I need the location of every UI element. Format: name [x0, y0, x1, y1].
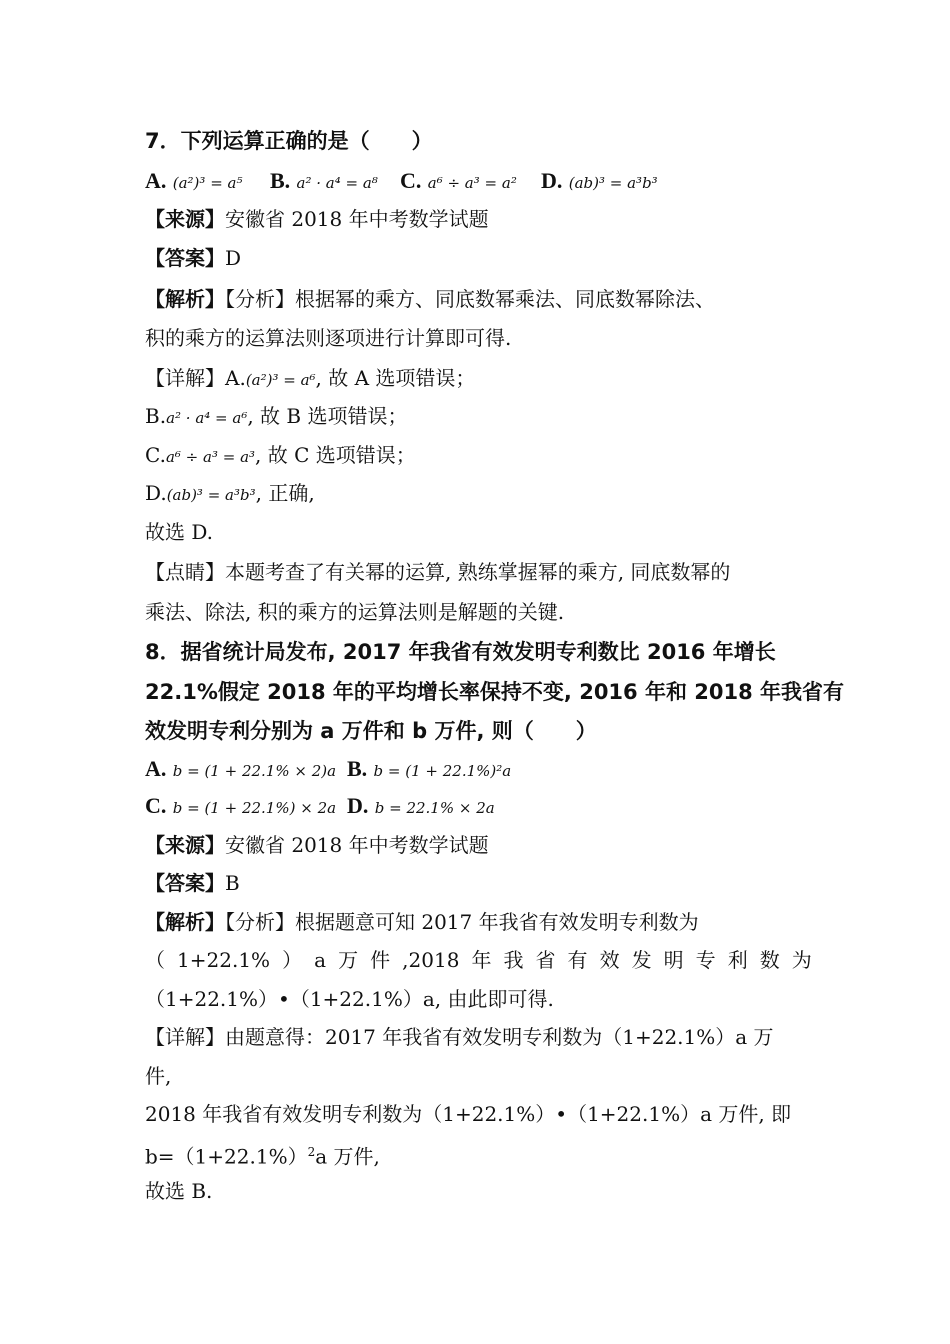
detail-prefix: 【详解】A.: [145, 366, 246, 390]
q7-comment-line-1: 【点睛】本题考查了有关幂的运算, 熟练掌握幂的乘方, 同底数幂的: [145, 560, 731, 584]
q8-detail-line-3: 2018 年我省有效发明专利数为（1+22.1%）•（1+22.1%）a 万件, 即: [145, 1102, 792, 1126]
q8-detail-line-4: [145, 1137, 812, 1172]
q8-detail-line-2: 件,: [145, 1064, 172, 1088]
q7-option-a: [145, 168, 242, 194]
q8-answer: [145, 868, 812, 898]
answer-tag: 【答案】: [145, 246, 225, 270]
q8-option-a: [145, 756, 336, 782]
analysis-word: 年: [471, 948, 492, 972]
detail-expression: (ab)³ = a³b³: [166, 486, 256, 504]
q8-detail-line-1: 【详解】由题意得：2017 年我省有效发明专利数为（1+22.1%）a 万: [145, 1025, 774, 1049]
q7-conclusion: 故选 D.: [145, 520, 214, 544]
analysis-word: 发: [631, 948, 652, 972]
source-text: 安徽省 2018 年中考数学试题: [225, 833, 489, 857]
analysis-word: 明: [663, 948, 684, 972]
analysis-word: 万: [338, 948, 359, 972]
option-letter: D.: [347, 793, 369, 818]
q7-detail-line-2: [145, 401, 812, 433]
answer-tag: 【答案】: [145, 871, 225, 895]
option-letter: C.: [400, 168, 422, 193]
option-expression: a⁶ ÷ a³ = a²: [427, 174, 517, 192]
source-tag: 【来源】: [145, 207, 225, 231]
question-8-title-line-1: 8．据省统计局发布, 2017 年我省有效发明专利数比 2016 年增长: [145, 640, 776, 664]
q8-source: [145, 830, 812, 860]
option-expression: b = (1 + 22.1% × 2)a: [172, 762, 337, 780]
option-letter: A.: [145, 168, 167, 193]
detail-prefix: C.: [145, 443, 166, 467]
source-tag: 【来源】: [145, 833, 225, 857]
q7-comment-line-2: 乘法、除法, 积的乘方的运算法则是解题的关键.: [145, 600, 565, 624]
q8-option-d: [347, 793, 495, 819]
q7-detail-line-4: [145, 478, 812, 510]
detail-expression: (a²)³ = a⁶: [245, 371, 316, 389]
detail-suffix: , 正确,: [255, 481, 315, 505]
analysis-word: 有: [567, 948, 588, 972]
analysis-word: 为: [791, 948, 812, 972]
option-letter: B.: [270, 168, 291, 193]
analysis-tag: 【解析】: [145, 287, 225, 311]
option-expression: b = (1 + 22.1%) × 2a: [172, 799, 337, 817]
q7-analysis-line-2: 积的乘方的运算法则逐项进行计算即可得.: [145, 326, 512, 350]
option-letter: D.: [541, 168, 563, 193]
detail-superscript: 2: [307, 1145, 316, 1159]
analysis-word: ,2018: [402, 948, 460, 972]
analysis-word: a: [314, 948, 327, 972]
analysis-word: 省: [535, 948, 556, 972]
analysis-word: 件: [370, 948, 391, 972]
detail-expression: a² · a⁴ = a⁶: [166, 409, 248, 427]
detail-suffix: , 故 A 选项错误；: [315, 366, 476, 390]
analysis-word: 专: [695, 948, 716, 972]
q8-analysis-line-1: [145, 907, 812, 937]
q8-analysis-line-2: [145, 945, 812, 975]
answer-text: B: [225, 871, 240, 895]
q7-analysis-line-1: [145, 284, 812, 314]
q7-option-c: [400, 168, 517, 194]
analysis-word: ）: [282, 948, 303, 972]
analysis-tag: 【解析】: [145, 910, 225, 934]
detail-prefix: b=（1+22.1%）: [145, 1144, 308, 1169]
q7-detail-line-1: [145, 363, 812, 395]
q7-option-d: [541, 168, 658, 194]
q8-analysis-line-3: （1+22.1%）•（1+22.1%）a, 由此即可得.: [145, 987, 554, 1011]
detail-suffix: a 万件,: [315, 1144, 380, 1169]
q7-source: [145, 204, 812, 234]
question-7-title: 7．下列运算正确的是（ ）: [145, 129, 433, 153]
analysis-word: 1+22.1%: [177, 948, 271, 972]
q7-answer: [145, 243, 812, 273]
detail-prefix: D.: [145, 481, 167, 505]
source-text: 安徽省 2018 年中考数学试题: [225, 207, 489, 231]
analysis-word: 效: [599, 948, 620, 972]
analysis-text: 【分析】根据幂的乘方、同底数幂乘法、同底数幂除法、: [225, 287, 715, 311]
option-expression: (ab)³ = a³b³: [568, 174, 658, 192]
q7-option-b: [270, 168, 378, 194]
question-8-title-line-2: 22.1%假定 2018 年的平均增长率保持不变, 2016 年和 2018 年我省有: [145, 680, 845, 704]
detail-suffix: , 故 C 选项错误；: [255, 443, 416, 467]
q8-option-b: [347, 756, 511, 782]
analysis-word: 利: [727, 948, 748, 972]
analysis-text: 【分析】根据题意可知 2017 年我省有效发明专利数为: [225, 910, 699, 934]
option-letter: B.: [347, 756, 368, 781]
analysis-word: 数: [759, 948, 780, 972]
analysis-word: （: [145, 948, 165, 972]
answer-text: D: [225, 246, 242, 270]
detail-suffix: , 故 B 选项错误；: [247, 404, 408, 428]
q8-conclusion: 故选 B.: [145, 1179, 213, 1203]
detail-prefix: B.: [145, 404, 167, 428]
q7-detail-line-3: [145, 440, 812, 472]
option-expression: b = (1 + 22.1%)²a: [373, 762, 512, 780]
analysis-word: 我: [503, 948, 524, 972]
question-8-title-line-3: 效发明专利分别为 a 万件和 b 万件, 则（ ）: [145, 719, 597, 743]
option-expression: b = 22.1% × 2a: [374, 799, 495, 817]
option-expression: a² · a⁴ = a⁸: [296, 174, 378, 192]
q8-option-c: [145, 793, 336, 819]
option-letter: A.: [145, 756, 167, 781]
detail-expression: a⁶ ÷ a³ = a³: [165, 448, 256, 466]
option-letter: C.: [145, 793, 167, 818]
option-expression: (a²)³ = a⁵: [172, 174, 243, 192]
